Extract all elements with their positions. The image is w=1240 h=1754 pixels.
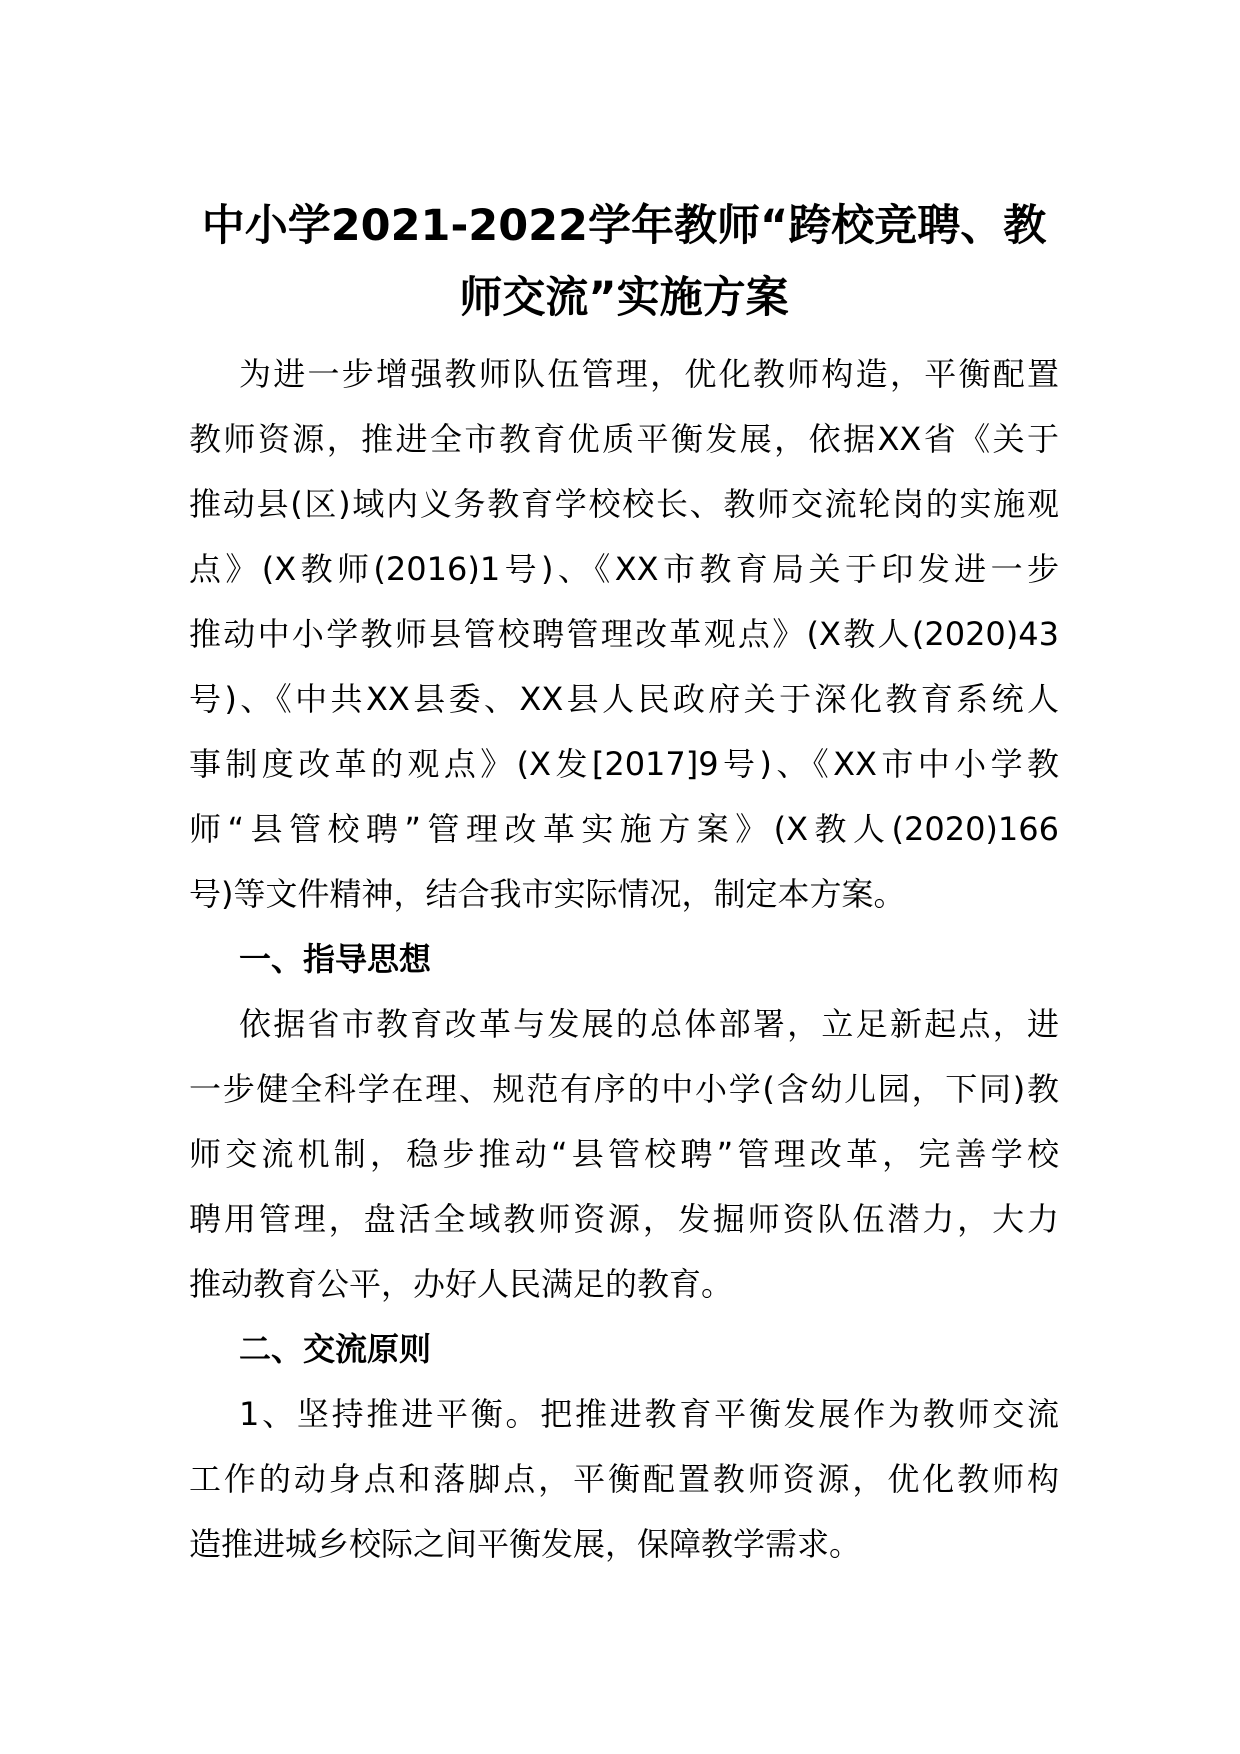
text-line: 依据省市教育改革与发展的总体部署，立足新起点，进 [239, 1005, 1059, 1043]
section-heading-guiding-thought: 一、指导思想 [239, 940, 432, 978]
document-page [189, 190, 1059, 1577]
text-line: 造推进城乡校际之间平衡发展，保障教学需求。 [189, 1525, 862, 1563]
text-line: 教师资源，推进全市教育优质平衡发展，依据XX省《关于 [189, 420, 1059, 458]
document-title [189, 190, 1059, 334]
text-line: 推动中小学教师县管校聘管理改革观点》(X教人(2020)43 [189, 615, 1059, 653]
text-line: 师“县管校聘”管理改革实施方案》(X教人(2020)166 [189, 810, 1059, 848]
text-line: 号)等文件精神，结合我市实际情况，制定本方案。 [189, 875, 906, 913]
text-line: 一步健全科学在理、规范有序的中小学(含幼儿园，下同)教 [189, 1070, 1059, 1108]
text-line: 推动县(区)域内义务教育学校校长、教师交流轮岗的实施观 [189, 485, 1059, 523]
text-line: 工作的动身点和落脚点，平衡配置教师资源，优化教师构 [189, 1460, 1059, 1498]
document-body [189, 342, 1059, 1577]
text-line: 点》(X教师(2016)1号)、《XX市教育局关于印发进一步 [189, 550, 1059, 588]
section-heading-exchange-principles: 二、交流原则 [239, 1330, 432, 1368]
text-line: 推动教育公平，办好人民满足的教育。 [189, 1265, 734, 1303]
title-line-1: 中小学2021-2022学年教师“跨校竞聘、教 [201, 201, 1047, 251]
text-line: 师交流机制，稳步推动“县管校聘”管理改革，完善学校 [189, 1135, 1059, 1173]
title-line-2: 师交流”实施方案 [459, 273, 789, 323]
text-line: 1、坚持推进平衡。把推进教育平衡发展作为教师交流 [239, 1395, 1059, 1433]
text-line: 为进一步增强教师队伍管理，优化教师构造，平衡配置 [239, 355, 1059, 393]
guiding-thought-paragraph [189, 992, 1059, 1317]
text-line: 事制度改革的观点》(X发[2017]9号)、《XX市中小学教 [189, 745, 1059, 783]
intro-paragraph [189, 342, 1059, 927]
exchange-principles-paragraph [189, 1382, 1059, 1577]
text-line: 号)、《中共XX县委、XX县人民政府关于深化教育系统人 [189, 680, 1059, 718]
text-line: 聘用管理，盘活全域教师资源，发掘师资队伍潜力，大力 [189, 1200, 1059, 1238]
